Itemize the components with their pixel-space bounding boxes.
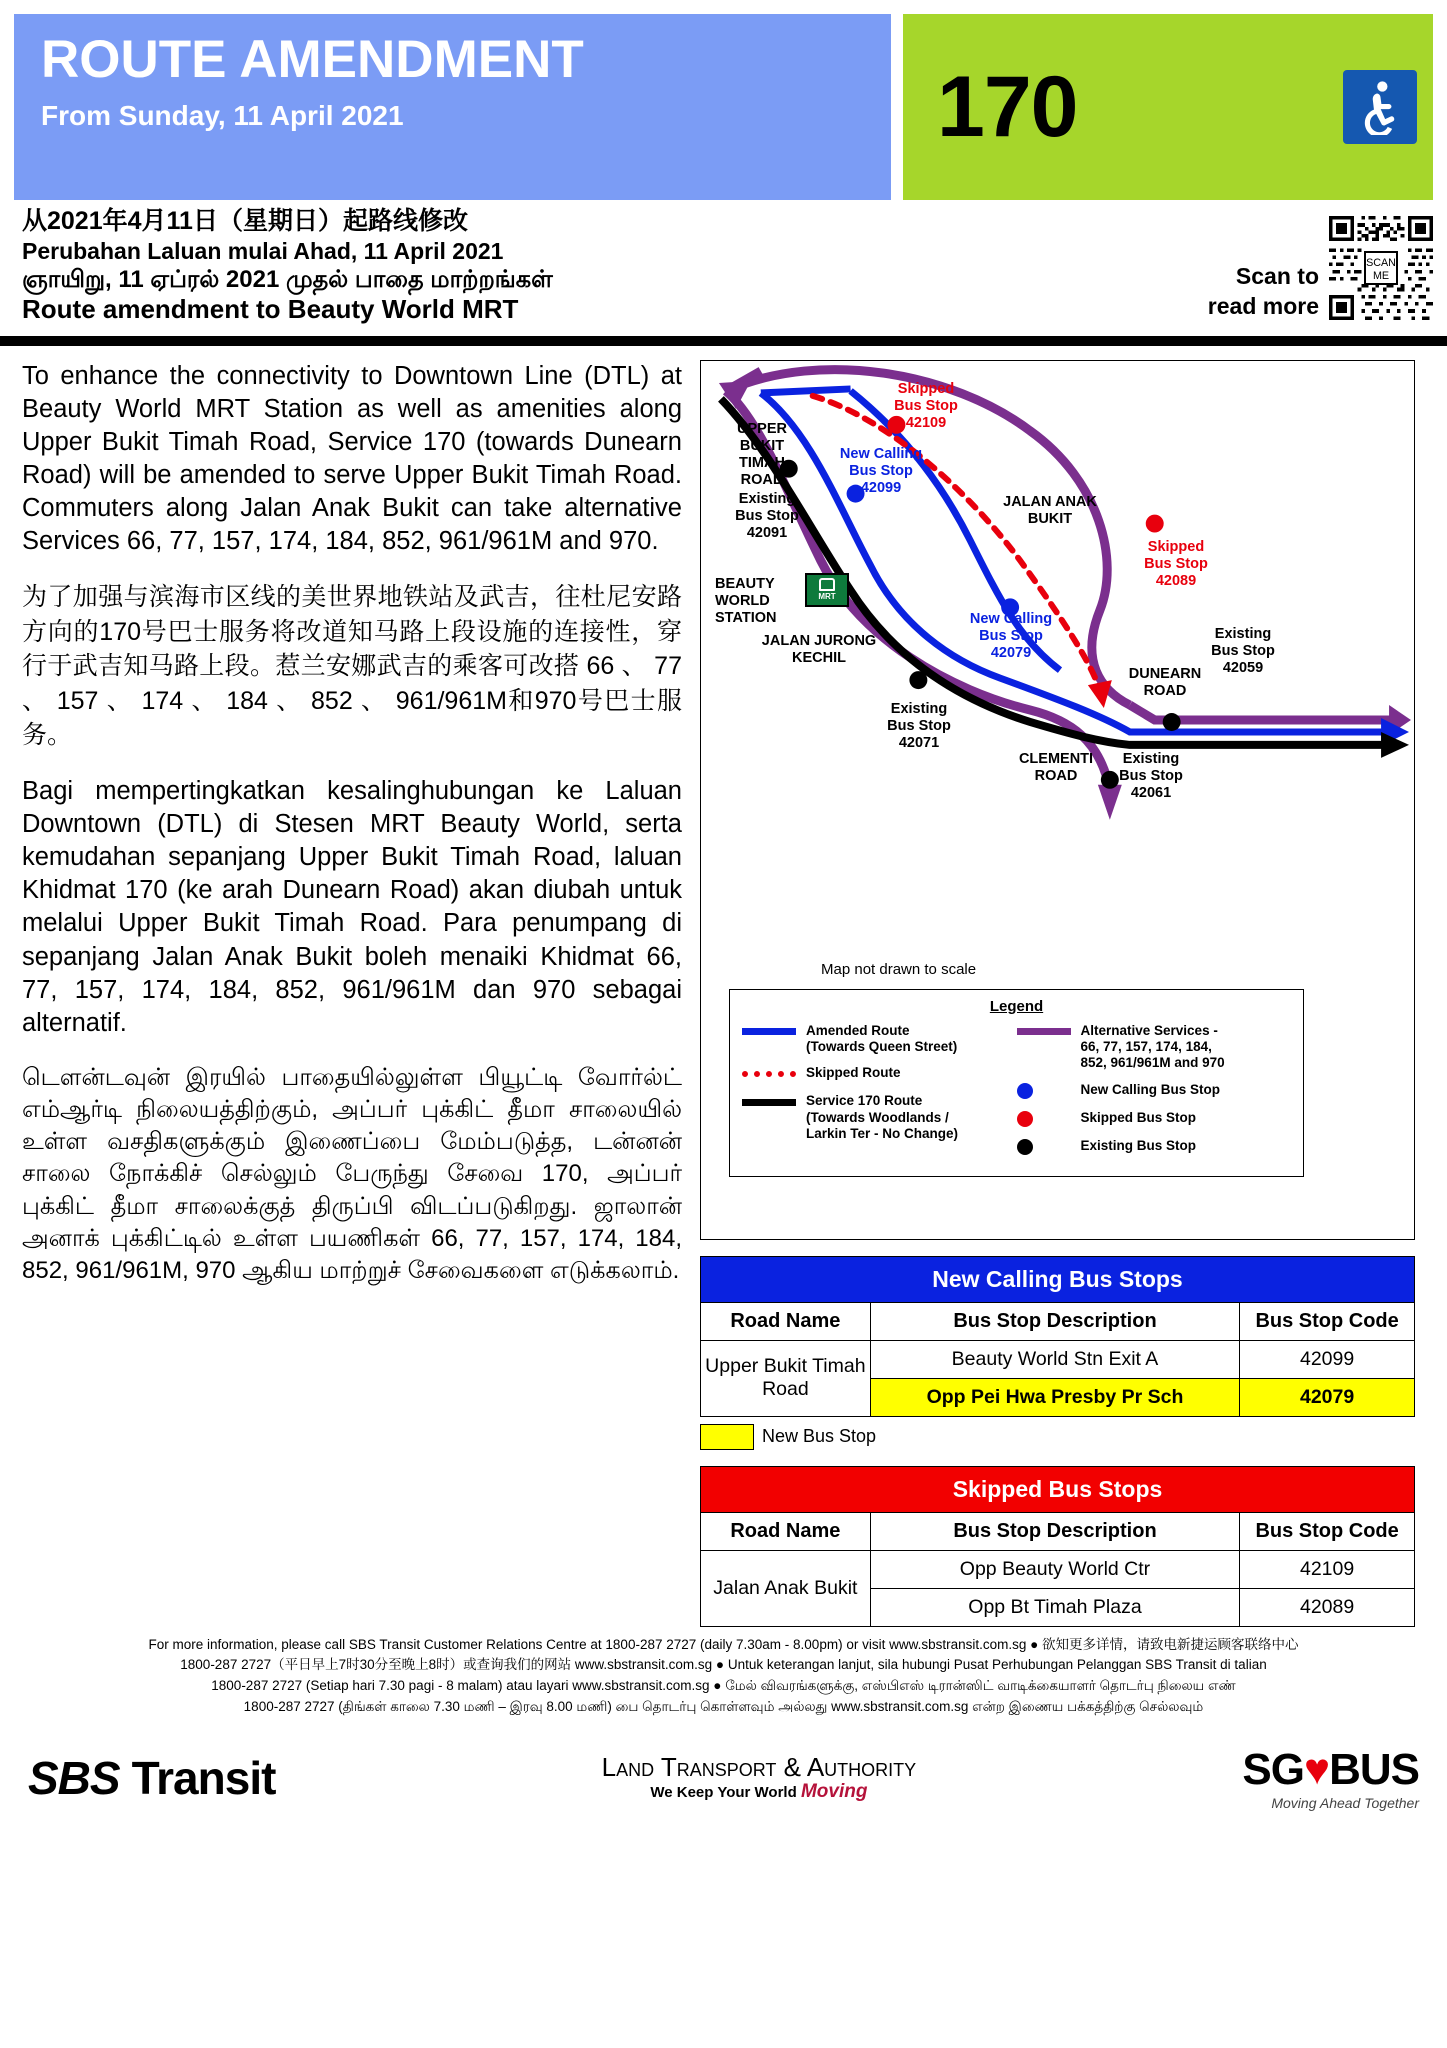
legend-label: Skipped Bus Stop [1080,1109,1197,1125]
sg-bus-part2: BUS [1329,1745,1419,1795]
alternative-services-line-icon [1017,1023,1081,1041]
map-label-new-42079: New Calling Bus Stop 42079 [969,610,1053,661]
cell-bus-stop-code: 42099 [1240,1340,1415,1378]
sg-bus-wordmark [1242,1745,1419,1795]
divider-bar [0,336,1447,346]
column-header-road-name: Road Name [701,1512,871,1550]
subheader-chinese: 从2021年4月11日（星期日）起路线修改 [22,207,468,235]
map-label-existing-42091: Existing Bus Stop 42091 [735,490,799,541]
footer-logos [0,1718,1447,1828]
legend-label: Skipped Route [806,1065,901,1081]
cell-bus-stop-description: Beauty World Stn Exit A [870,1340,1239,1378]
lta-logo-line-1 [602,1753,917,1782]
amended-route-line-icon [742,1023,806,1041]
cell-bus-stop-code: 42089 [1240,1588,1415,1626]
subheader-text-block [22,206,1133,326]
lta-logo [602,1753,917,1802]
cell-bus-stop-code: 42079 [1240,1378,1415,1416]
header-title-block [14,14,891,200]
legend-label: Existing Bus Stop [1080,1137,1197,1153]
column-header-bus-stop-code: Bus Stop Code [1240,1512,1415,1550]
paragraph-chinese: 为了加强与滨海市区线的美世界地铁站及武吉，往杜尼安路方向的170号巴士服务将改道知马路上段设施的连接性，穿行于武吉知马路上段。惹兰安娜武吉的乘客可改搭 66 、 77 、 157 、 174 、 184 、 852 、 961/961M和970号巴士服务。 [22,583,682,750]
effective-date: From Sunday, 11 April 2021 [41,100,404,131]
subheader [0,200,1447,326]
footer-line-4: 1800-287 2727 (திங்கள் காலை 7.30 மணி – இரவு 8.00 மணி) பை தொடர்பு கொள்ளவும் அல்லது www.sbstransit.com.sg என்ற இணைய பக்கத்திற்கு செல்லவும் [243,1699,1204,1715]
service-170-route-line-icon [742,1093,806,1111]
lta-text-a: Land Transport [601,1752,777,1783]
legend-label: Amended Route (Towards Queen Street) [806,1022,958,1054]
sg-bus-part1: SG [1242,1745,1304,1795]
sbs-transit-logo [28,1751,275,1805]
skipped-bus-stop-dot-icon [1017,1110,1081,1128]
map-label-new-42099: New Calling Bus Stop 42099 [839,445,923,496]
legend-title: Legend [989,997,1044,1015]
subheader-tamil: ஞாயிறு, 11 ஏப்ரல் 2021 முதல் பாதை மாற்றங்கள் [22,265,553,293]
legend-column-left [742,1023,1017,1166]
map-label-upper-bukit-timah-road: UPPER BUKIT TIMAH ROAD [737,420,787,488]
lta-tagline [602,1782,917,1803]
new-bus-stop-legend-label: New Bus Stop [762,1426,877,1447]
service-number-block [903,14,1433,200]
map-label-existing-42061: Existing Bus Stop 42061 [1119,750,1183,801]
paragraph-english: To enhance the connectivity to Downtown Line (DTL) at Beauty World MRT Station as well as amenities along Upper Bukit Timah Road, Service 170 (towards Dunearn Road) will be amended to serve Upper Bukit Timah Road. Commuters along Jalan Anak Bukit can take alternative Services 66, 77, 157, 174, 184, 852, 961/961M and 970. [22,361,682,556]
table-row [701,1340,1415,1378]
map-label-skipped-42109: Skipped Bus Stop 42109 [894,380,958,431]
table-row [701,1550,1415,1588]
subheader-english: Route amendment to Beauty World MRT [22,293,519,324]
legend-item [1017,1023,1292,1072]
legend-item [1017,1082,1292,1100]
svg-text:ME: ME [1372,269,1390,282]
cell-bus-stop-code: 42109 [1240,1550,1415,1588]
skipped-route-line-icon [742,1065,806,1083]
wheelchair-accessible-icon [1343,70,1417,144]
paragraph-tamil: டௌன்டவுன் இரயில் பாதையில்லுள்ள பியூட்டி வோர்ல்ட் எம்ஆர்டி நிலையத்திற்கும், அப்பர் புக்கிட் தீமா சாலையில் உள்ள வசதிகளுக்கும் இணைப்பை மேம்படுத்த, டன்னன் சாலை நோக்கிச் செல்லும் பேருந்து சேவை 170, அப்பர் புக்கிட் தீமா சாலைக்குத் திருப்பி விடப்படுகிறது. ஜாலான் அனாக் புக்கிட்டில் உள்ள பயணிகள் 66, 77, 157, 174, 184, 852, 961/961M, 970 ஆகிய மாற்றுச் சேவைகளை எடுக்கலாம். [22,1064,682,1284]
footer-line-2: 1800-287 2727（平日早上7时30分至晚上8时）或查询我们的网站 www.sbstransit.com.sg ● Untuk keterangan lanjut, sila hubungi Pusat Perhubungan Pelanggan SBS Transit di talian [180,1657,1267,1673]
footer-line-3: 1800-287 2727 (Setiap hari 7.30 pagi - 8 malam) atau layari www.sbstransit.com.sg ● மேல் விவரங்களுக்கு, எஸ்பிஎஸ் டிரான்ஸிட் வாடிக்கையாளர் தொடர்பு நிலைய எண் [211,1678,1236,1694]
mrt-station-icon: MRT [805,573,849,607]
legend-column-right [1017,1023,1292,1166]
new-calling-bus-stop-dot-icon [1017,1082,1081,1100]
svg-text:SCAN: SCAN [1366,257,1396,270]
service-number: 170 [937,58,1078,155]
map-and-tables-column [700,360,1415,1627]
map-legend [729,989,1304,1177]
map-scale-note: Map not drawn to scale [821,960,977,978]
map-label-clementi-road: CLEMENTI ROAD [1018,750,1094,784]
legend-item [742,1065,1017,1083]
new-bus-stop-legend [700,1424,1415,1450]
map-label-existing-42059: Existing Bus Stop 42059 [1211,625,1275,676]
lta-tagline-text: We Keep Your World [650,1784,797,1802]
cell-bus-stop-description: Opp Bt Timah Plaza [870,1588,1239,1626]
scan-line-1: Scan to [1235,263,1319,289]
page-title: ROUTE AMENDMENT [41,30,584,89]
legend-item [742,1093,1017,1142]
map-label-existing-42071: Existing Bus Stop 42071 [887,700,951,751]
paragraph-malay: Bagi mempertingkatkan kesalinghubungan ke Laluan Downtown (DTL) di Stesen MRT Beauty World, serta kemudahan sepanjang Upper Bukit Timah Road, laluan Khidmat 170 (ke arah Dunearn Road) akan diubah untuk melalui Upper Bukit Timah Road. Para penumpang di sepanjang Jalan Anak Bukit boleh menaiki Khidmat 66, 77, 157, 174, 184, 852, 961/961M dan 970 sebagai alternatif. [22,776,682,1037]
lta-text-b: Authority [806,1752,917,1783]
new-calling-bus-stops-table [700,1256,1415,1417]
sg-bus-tagline: Moving Ahead Together [1271,1795,1419,1812]
text-column [22,360,682,1627]
skipped-table-title: Skipped Bus Stops [701,1466,1415,1512]
cell-bus-stop-description: Opp Beauty World Ctr [870,1550,1239,1588]
map-label-jalan-jurong-kechil: JALAN JURONG KECHIL [761,632,877,666]
scan-block [1133,206,1433,326]
lta-ampersand: & [783,1752,802,1783]
sbs-logo-part2: Transit [131,1752,276,1805]
header [0,0,1447,200]
sg-bus-logo [1242,1745,1419,1811]
map-label-skipped-42089: Skipped Bus Stop 42089 [1144,538,1208,589]
cell-road-name: Upper Bukit Timah Road [701,1340,871,1416]
legend-label: Service 170 Route (Towards Woodlands / Larkin Ter - No Change) [806,1093,959,1142]
footer-contact-note [0,1627,1447,1719]
heart-icon: ♥ [1303,1745,1330,1795]
column-header-road-name: Road Name [701,1302,871,1340]
legend-item [1017,1138,1292,1156]
subheader-malay: Perubahan Laluan mulai Ahad, 11 April 2021 [22,237,504,264]
legend-label: New Calling Bus Stop [1080,1081,1221,1097]
skipped-bus-stops-table [700,1466,1415,1627]
legend-label: Alternative Services - 66, 77, 157, 174, 184, 852, 961/961M and 970 [1080,1022,1225,1071]
sbs-logo-part1: SBS [28,1752,120,1805]
map-label-jalan-anak-bukit: JALAN ANAK BUKIT [1003,493,1097,527]
cell-road-name: Jalan Anak Bukit [701,1550,871,1626]
legend-item [742,1023,1017,1056]
column-header-bus-stop-description: Bus Stop Description [870,1512,1239,1550]
existing-bus-stop-dot-icon [1017,1138,1081,1156]
column-header-bus-stop-code: Bus Stop Code [1240,1302,1415,1340]
map-label-dunearn-road: DUNEARN ROAD [1128,665,1202,699]
map-label-beauty-world-station: BEAUTY WORLD STATION [715,575,777,626]
cell-bus-stop-description: Opp Pei Hwa Presby Pr Sch [870,1378,1239,1416]
footer-line-1: For more information, please call SBS Transit Customer Relations Centre at 1800-287 2727 (daily 7.30am - 8.00pm) or visit www.sbstransit.com.sg ● 欲知更多详情，请致电新捷运顾客联络中心 [148,1636,1299,1652]
content-area [0,346,1447,1627]
qr-code-icon[interactable] [1329,216,1433,320]
scan-line-2: read more [1207,292,1319,319]
yellow-swatch-icon [700,1424,754,1450]
lta-tagline-moving: Moving [800,1781,868,1803]
column-header-bus-stop-description: Bus Stop Description [870,1302,1239,1340]
legend-item [1017,1110,1292,1128]
route-map [700,360,1415,1240]
new-calling-table-title: New Calling Bus Stops [701,1256,1415,1302]
scan-instruction [1208,216,1319,322]
